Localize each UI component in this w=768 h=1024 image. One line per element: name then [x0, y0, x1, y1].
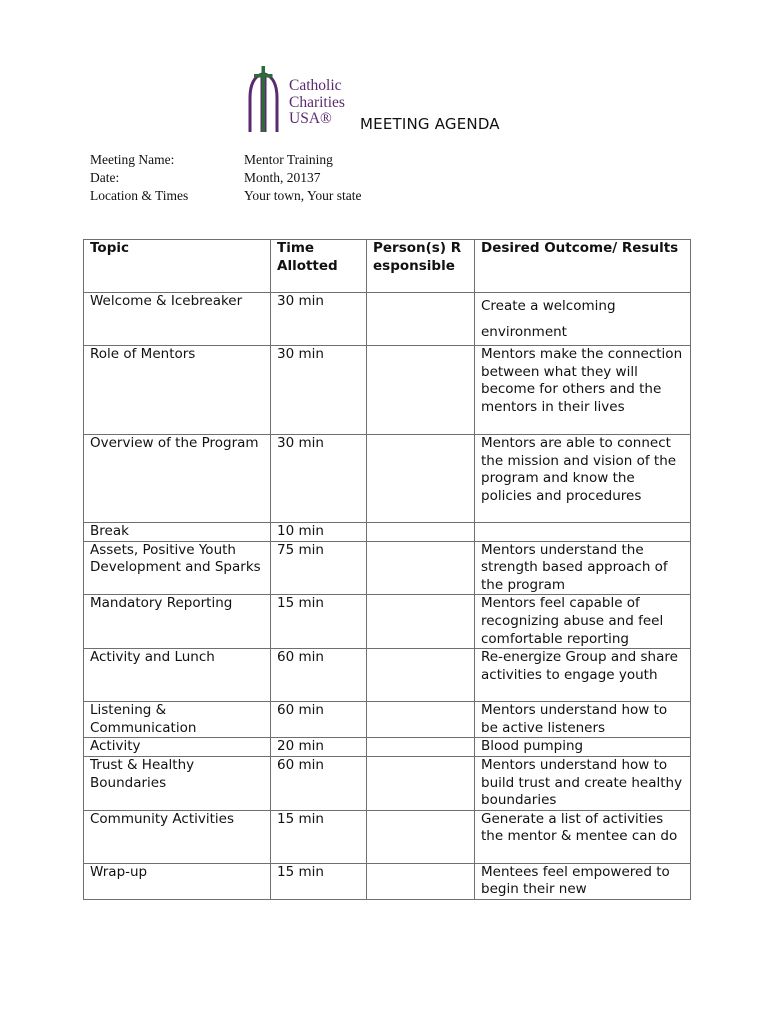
outcome-cell: Mentors understand how to build trust and create healthy boundaries	[475, 756, 691, 810]
outcome-cell: Generate a list of activities the mentor & mentee can do	[475, 810, 691, 863]
persons-cell	[367, 738, 475, 757]
persons-cell	[367, 346, 475, 435]
table-row	[84, 863, 691, 899]
outcome-cell: Re-energize Group and share activities to engage youth	[475, 649, 691, 702]
table-row	[84, 346, 691, 435]
table-row	[84, 293, 691, 346]
time-cell: 30 min	[271, 346, 367, 435]
topic-cell: Break	[84, 523, 271, 542]
table-row	[84, 649, 691, 702]
logo-line: Catholic	[289, 77, 342, 94]
topic-cell: Trust & Healthy Boundaries	[84, 756, 271, 810]
topic-cell: Listening & Communication	[84, 702, 271, 738]
persons-cell	[367, 523, 475, 542]
outcome-cell: Create a welcoming environment	[475, 293, 691, 346]
cross-in-arch-icon	[246, 64, 288, 134]
location-label: Location & Times	[90, 188, 189, 203]
outcome-cell: Mentors understand the strength based approach of the program	[475, 541, 691, 595]
topic-cell: Overview of the Program	[84, 435, 271, 523]
table-row	[84, 702, 691, 738]
time-cell: 15 min	[271, 810, 367, 863]
header-time-allotted: Time Allotted	[271, 240, 367, 293]
date-value: Month, 20137	[244, 170, 321, 185]
time-cell: 15 min	[271, 863, 367, 899]
persons-cell	[367, 649, 475, 702]
persons-cell	[367, 293, 475, 346]
page-title: MEETING AGENDA	[360, 115, 500, 133]
persons-cell	[367, 595, 475, 649]
topic-cell: Wrap-up	[84, 863, 271, 899]
logo-line: Charities	[289, 93, 345, 111]
header-topic: Topic	[84, 240, 271, 293]
table-row	[84, 523, 691, 542]
time-cell: 60 min	[271, 649, 367, 702]
persons-cell	[367, 810, 475, 863]
table-row	[84, 541, 691, 595]
table-row	[84, 595, 691, 649]
topic-cell: Role of Mentors	[84, 346, 271, 435]
topic-cell: Welcome & Icebreaker	[84, 293, 271, 346]
meeting-name-label: Meeting Name:	[90, 152, 175, 167]
agenda-table	[83, 239, 691, 900]
persons-cell	[367, 541, 475, 595]
time-cell: 30 min	[271, 293, 367, 346]
location-value: Your town, Your state	[244, 188, 362, 203]
outcome-cell: Mentors understand how to be active listeners	[475, 702, 691, 738]
date-label: Date:	[90, 170, 120, 185]
time-cell: 30 min	[271, 435, 367, 523]
outcome-cell: Mentors are able to connect the mission and vision of the program and know the policies and procedures	[475, 435, 691, 523]
time-cell: 75 min	[271, 541, 367, 595]
logo-line: USA®	[289, 110, 332, 127]
table-row	[84, 435, 691, 523]
outcome-cell: Blood pumping	[475, 738, 691, 757]
outcome-cell: Mentors feel capable of recognizing abuse and feel comfortable reporting	[475, 595, 691, 649]
outcome-cell: Mentors make the connection between what they will become for others and the mentors in their lives	[475, 346, 691, 435]
header-persons-responsible: Person(s) Responsible	[367, 240, 475, 293]
topic-cell: Mandatory Reporting	[84, 595, 271, 649]
meeting-name-value: Mentor Training	[244, 152, 333, 167]
time-cell: 20 min	[271, 738, 367, 757]
agenda-header-row	[84, 240, 691, 293]
time-cell: 15 min	[271, 595, 367, 649]
location-row	[90, 188, 362, 206]
date-row	[90, 170, 362, 188]
table-row	[84, 738, 691, 757]
topic-cell: Community Activities	[84, 810, 271, 863]
persons-cell	[367, 435, 475, 523]
topic-cell: Activity and Lunch	[84, 649, 271, 702]
time-cell: 10 min	[271, 523, 367, 542]
meeting-name-row	[90, 152, 362, 170]
logo-wordmark	[289, 78, 345, 128]
persons-cell	[367, 702, 475, 738]
topic-cell: Assets, Positive Youth Development and Sparks	[84, 541, 271, 595]
persons-cell	[367, 756, 475, 810]
header-desired-outcome: Desired Outcome/ Results	[475, 240, 691, 293]
meeting-info	[90, 152, 362, 206]
catholic-charities-logo	[246, 64, 356, 134]
time-cell: 60 min	[271, 702, 367, 738]
outcome-cell	[475, 523, 691, 542]
time-cell: 60 min	[271, 756, 367, 810]
table-row	[84, 756, 691, 810]
outcome-cell: Mentees feel empowered to begin their new	[475, 863, 691, 899]
table-row	[84, 810, 691, 863]
persons-cell	[367, 863, 475, 899]
topic-cell: Activity	[84, 738, 271, 757]
